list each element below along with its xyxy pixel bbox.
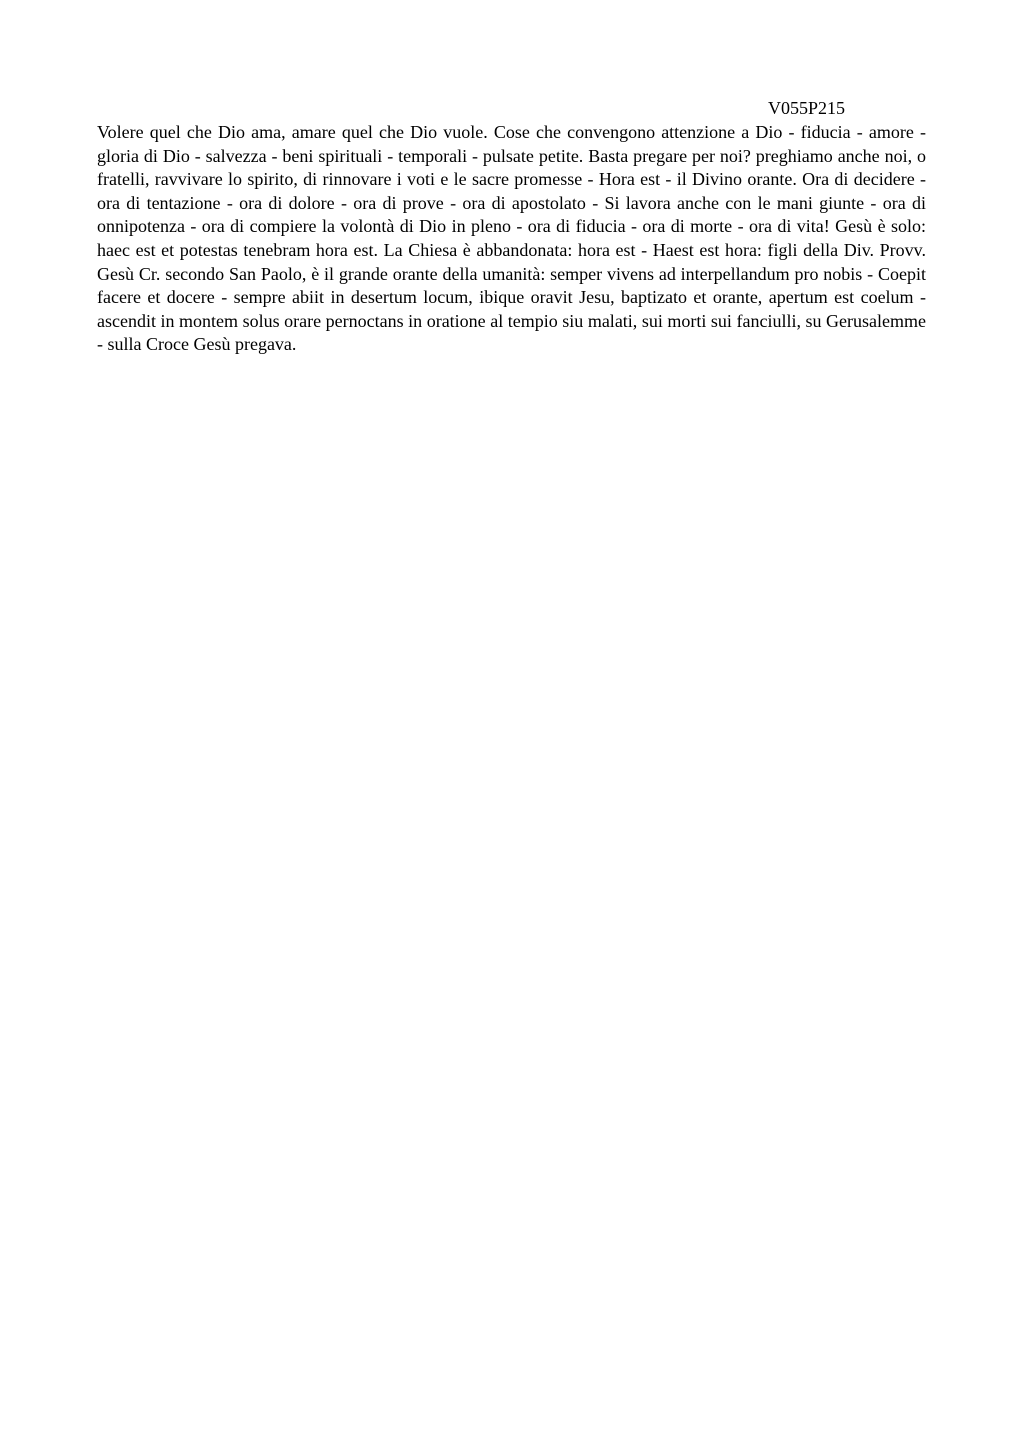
body-paragraph: Volere quel che Dio ama, amare quel che Dio vuole. Cose che convengono attenzione a Dio - fiducia - amore - gloria di Dio - salvezza - beni spirituali - temporali - pulsate petite. Basta pregare per noi? preghiamo anche noi, o fratelli, ravvivare lo spirito, di rinnovare i voti e le sacre promesse - Hora est - il Divino orante. Ora di decidere - ora di tentazione - ora di dolore - ora di prove - ora di apostolato - Si lavora anche con le mani giunte - ora di onnipotenza - ora di compiere la volontà di Dio in pleno - ora di fiducia - ora di morte - ora di vita! Gesù è solo: haec est et potestas tenebram hora est. La Chiesa è abbandonata: hora est - Haest est hora: figli della Div. Provv. Gesù Cr. secondo San Paolo, è il grande orante della umanità: semper vivens ad interpellandum pro nobis - Coepit facere et docere - sempre abiit in desertum locum, ibique oravit Jesu, baptizato et orante, apertum est coelum - ascendit in montem solus orare pernoctans in oratione al tempio siu malati, sui morti sui fanciulli, su Gerusalemme - sulla Croce Gesù pregava. [97,122,926,355]
page-code: V055P215 [768,98,846,118]
